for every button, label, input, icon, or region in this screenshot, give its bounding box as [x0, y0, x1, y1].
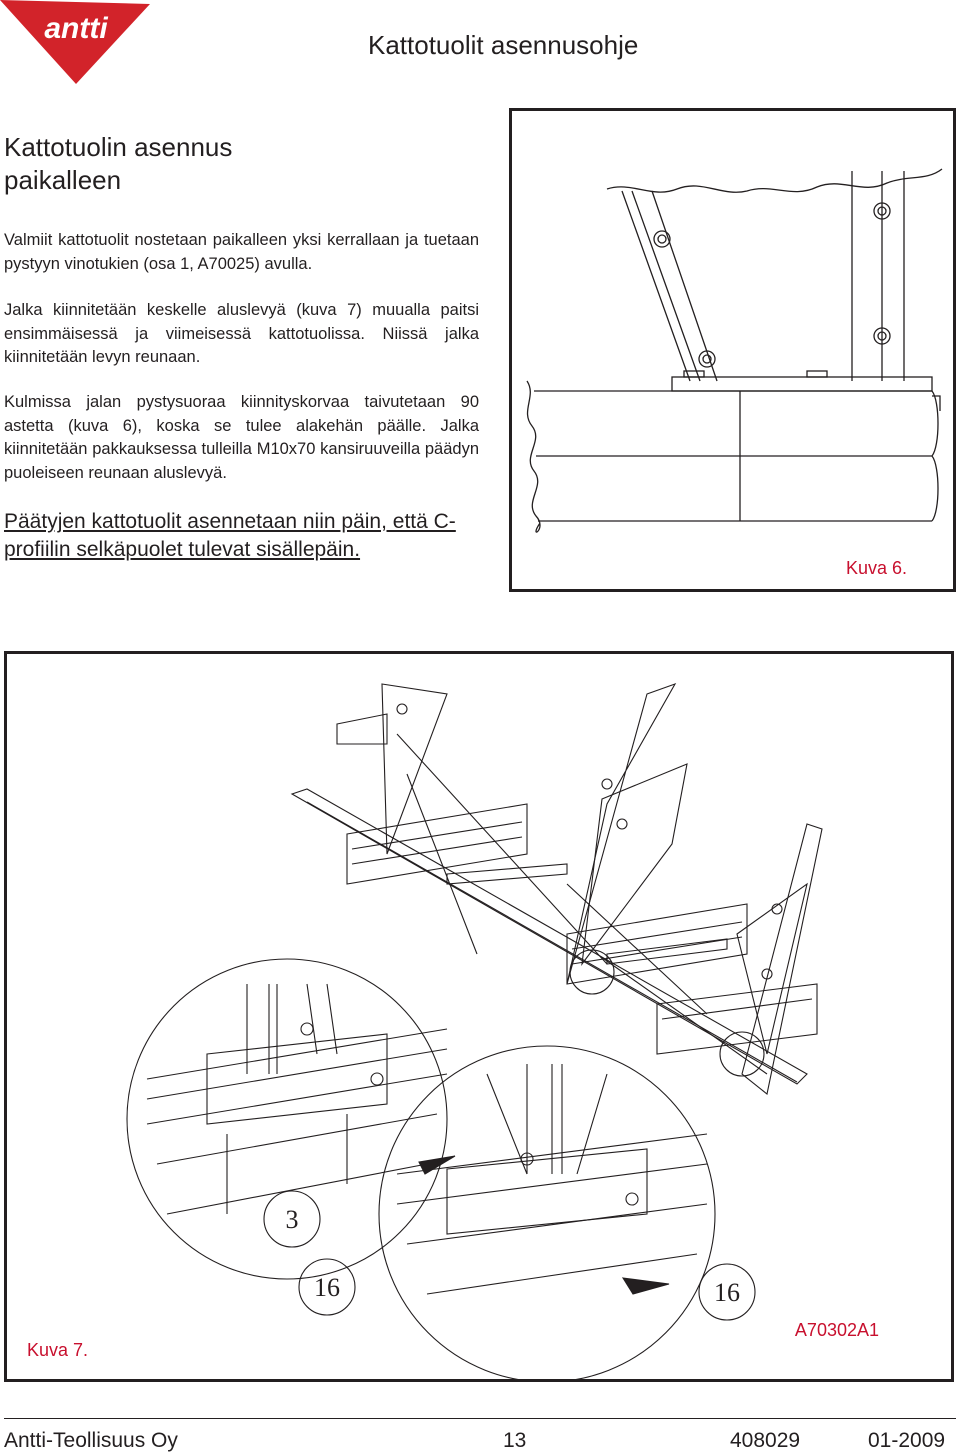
section-heading: Kattotuolin asennus paikalleen	[4, 132, 233, 195]
paragraph-3: Kulmissa jalan pystysuoraa kiinnityskorvaa taivutetaan 90 astetta (kuva 6), koska se tulee alakehän päälle. Jalka kiinnitetään pakkauksessa tulleilla M10x70 kansiruuveilla päädyn puoleiseen reunaan aluslevyä.	[4, 393, 479, 482]
callout-16-left: 16	[314, 1273, 340, 1302]
figure-7-caption: Kuva 7.	[27, 1340, 89, 1360]
footer-company: Antti-Teollisuus Oy	[4, 1429, 178, 1452]
document-title: Kattotuolit asennusohje	[368, 30, 639, 60]
drawing-code: A70302A1	[794, 1320, 879, 1340]
footer-page-number: 13	[503, 1429, 527, 1452]
figure-7	[4, 651, 954, 1382]
footer-document-code: 408029	[730, 1429, 801, 1452]
footer-date: 01-2009	[868, 1429, 946, 1452]
figure-6-caption: Kuva 6.	[845, 558, 907, 578]
figure-6-drawing	[512, 111, 953, 589]
paragraph-2: Jalka kiinnitetään keskelle aluslevyä (kuva 7) muualla paitsi ensimmäisessä ja viimeisessä kattotuolissa. Niissä jalka kiinnitetään levyn reunaan.	[4, 301, 479, 366]
footer-rule	[4, 1418, 956, 1419]
antti-logo	[0, 0, 150, 84]
figure-6	[509, 108, 956, 592]
callout-16-right: 16	[714, 1278, 740, 1307]
figure-7-drawing	[7, 654, 951, 1379]
logo-text: antti	[44, 12, 108, 45]
paragraph-1: Valmiit kattotuolit nostetaan paikalleen yksi kerrallaan ja tuetaan pystyyn vinotukien (osa 1, A70025) avulla.	[4, 231, 479, 273]
callout-3: 3	[285, 1205, 299, 1234]
emphasis-note: Päätyjen kattotuolit asennetaan niin päin, että C-profiilin selkäpuolet tulevat sisällepäin.	[4, 510, 456, 561]
